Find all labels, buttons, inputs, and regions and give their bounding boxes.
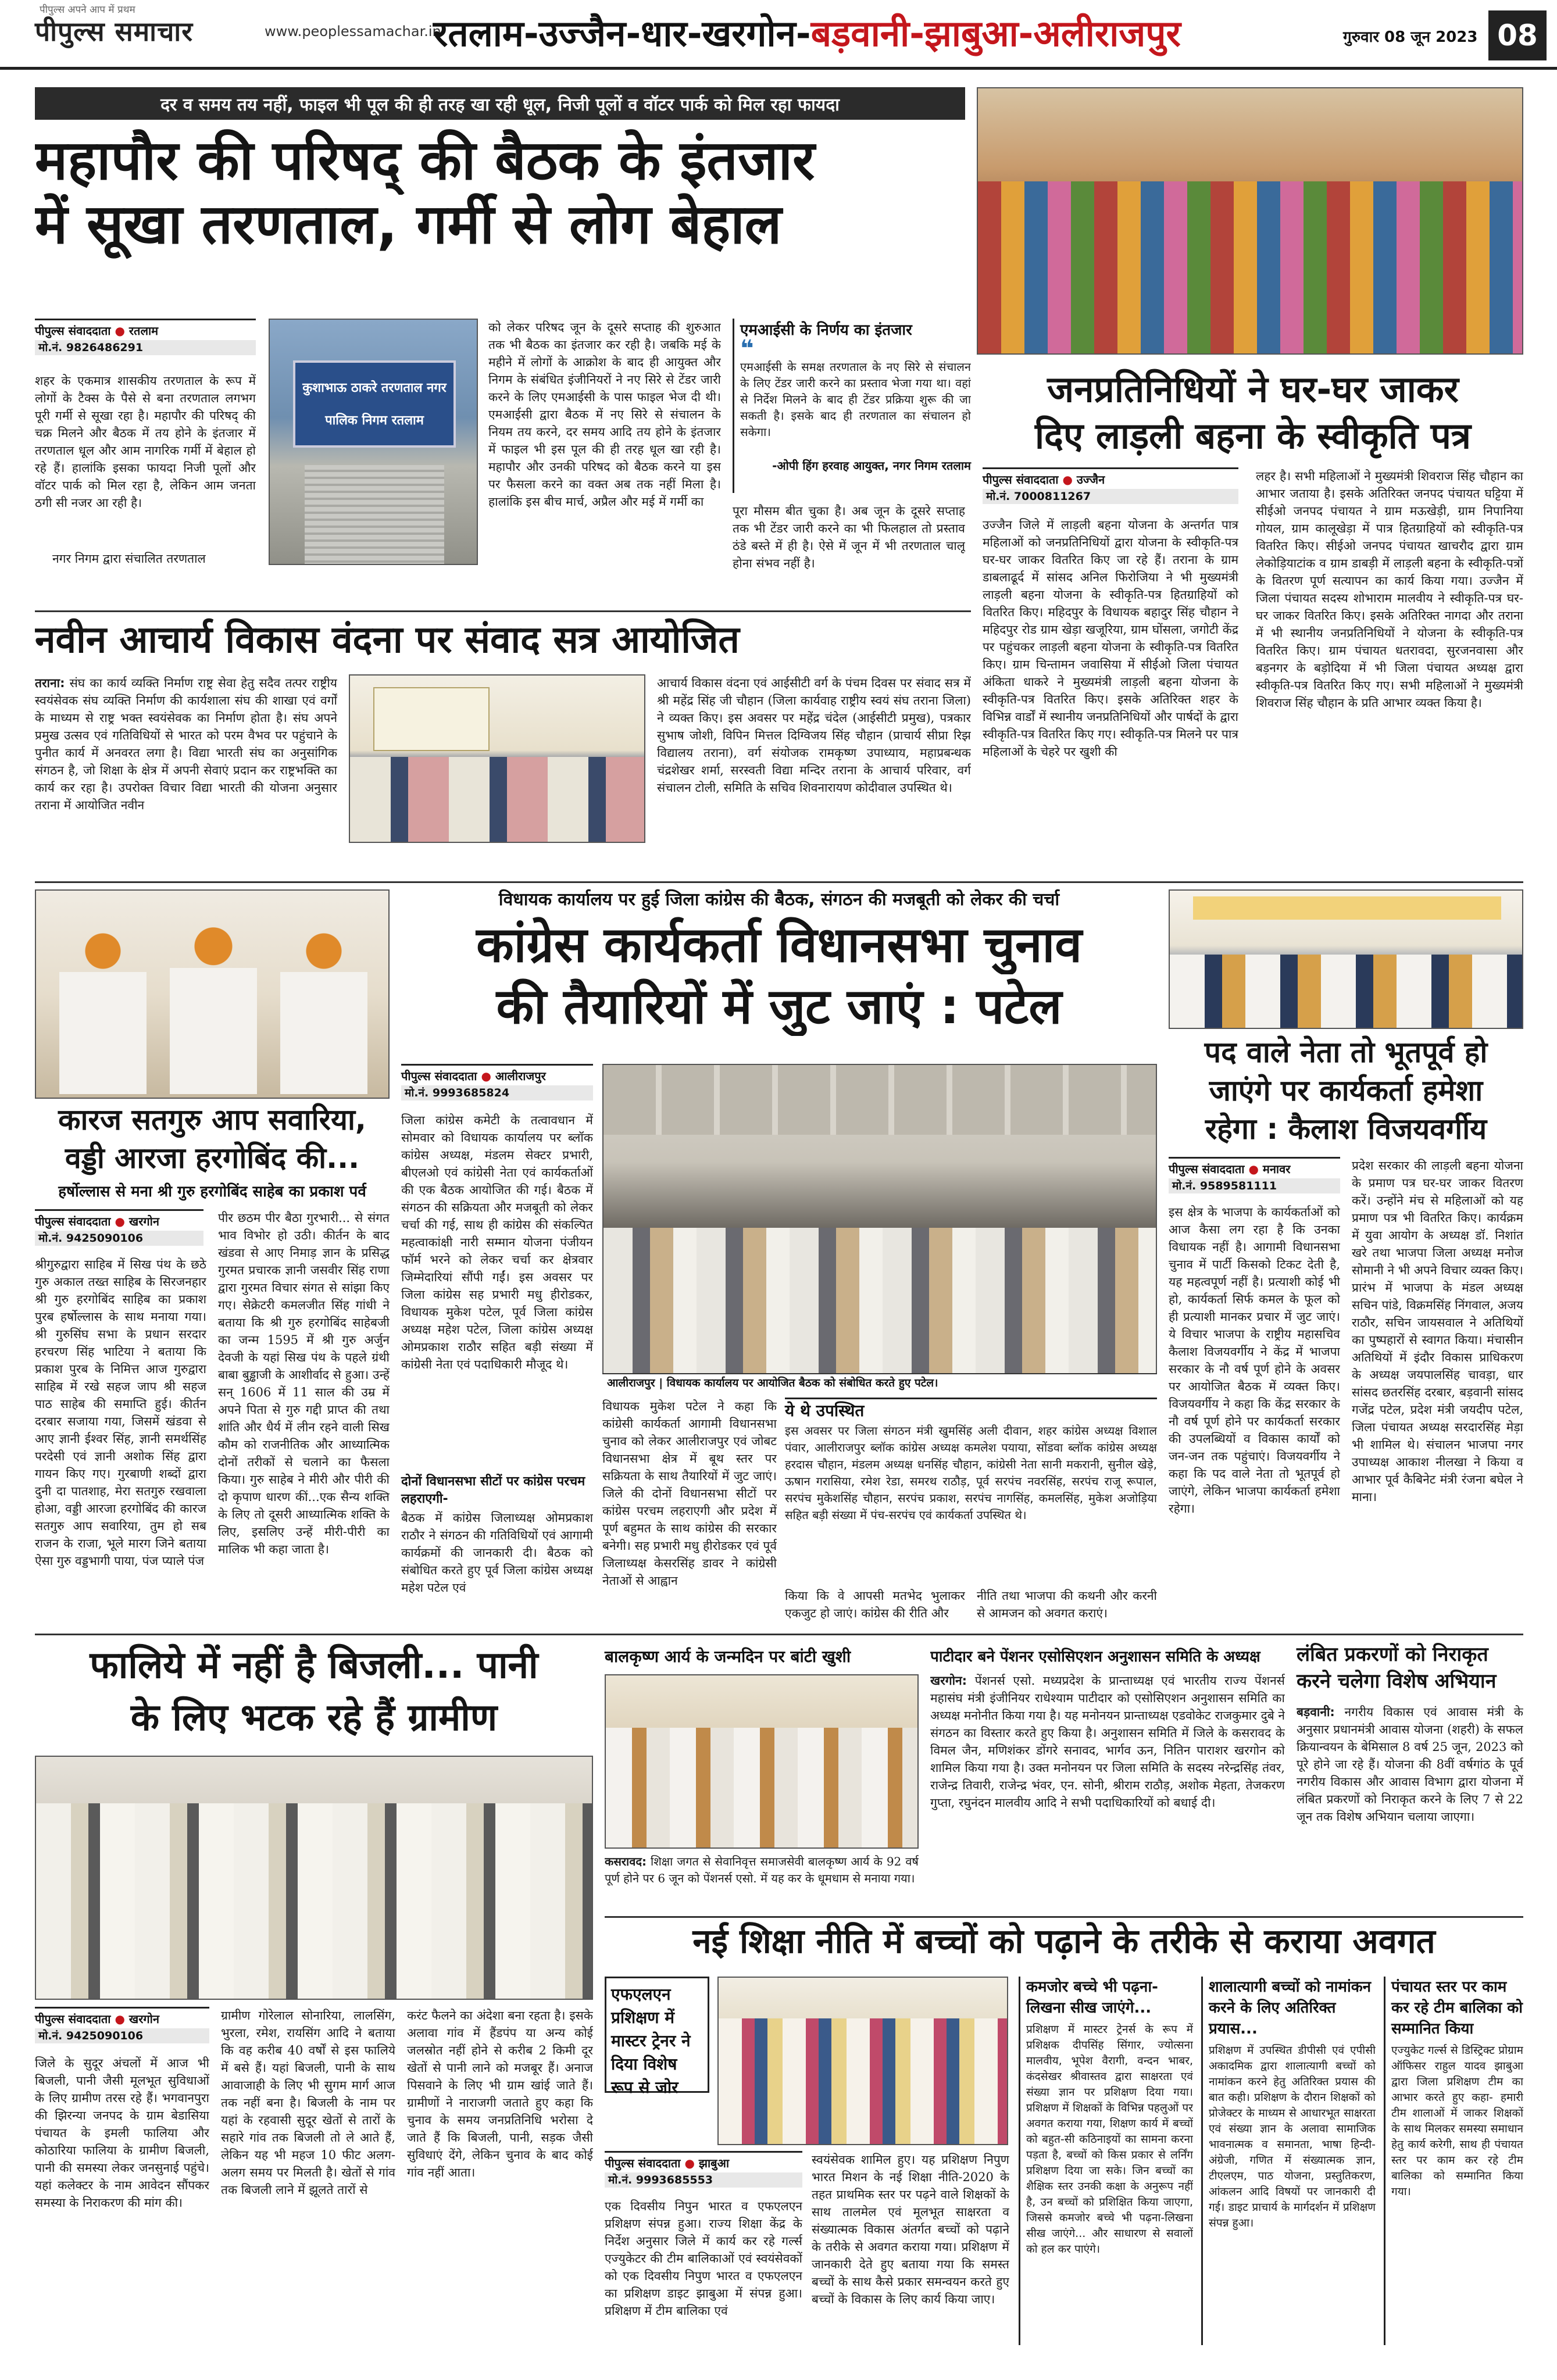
location-dot-icon: ● [1248, 1162, 1259, 1176]
photo-trainees [719, 2018, 1008, 2145]
lead-col3: पूरा मौसम बीत चुका है। अब जून के दूसरे सप्ताह तक भी टेंडर जारी करने का भी फिलहाल तो प्रस्ताव ठंडे बस्ते में ही है। ऐसे में जून में भी तरणताल चालू होना संभव नहीं है। [733, 504, 965, 570]
byline-city: झाबुआ [698, 2156, 730, 2170]
location-dot-icon: ● [115, 2012, 125, 2026]
patidar-body: पेंशनर्स एसो. मध्यप्रदेश के प्रान्ताध्यक्ष एवं भारतीय राज्य पेंशनर्स महासंघ मंत्री इंजीनियर राधेश्याम पाटीदार को एसोसिएशन अनुशासन समिति का अध्यक्ष मनोनीत किया गया है। यह मनोनयन प्रान्ताध्यक्ष एडवोकेट राजकुमार दुबे ने संगठन का विस्तार करते हुए किया है। अनुशासन समिति में जिले के कसरावद के विमल जैन, मणिशंकर डोंगरे सनावद, भार्गव ऊन, नितिन पाराशर खरगोन को शामिल किया गया है। उक्त मनोनयन पर जिला समिति के सदस्य नरेन्द्रसिंह तंवर, राजेन्द्र तिवारी, राजेन्द्र भंवर, एन. सोनी, श्रीराम राठौड़, अशोक मेहता, तेजकरण गुप्ता, रघुनंदन मालवीय आदि ने सभी पदाधिकारियों को बधाई दी। [930, 1674, 1285, 1810]
congress-mobile: मो.नं. 9993685824 [401, 1085, 593, 1100]
patidar-text [930, 1672, 1285, 1910]
photo-audience [603, 1228, 1157, 1389]
byline-city: मनावर [1262, 1162, 1291, 1176]
congress-col3: किया कि वे आपसी मतभेद भुलाकर एकजुट हो जाएं। कांग्रेस की रीति और [785, 1589, 965, 1620]
photo-villagers [36, 1803, 593, 2000]
faliya-col2: ग्रामीण गोरेलाल सोनारिया, लालसिंग, भुरला, रमेश, रायसिंग आदि ने बताया कि वह करीब 40 वर्षों से इस फालिये में बसे हैं। यहां बिजली, पानी के साथ आवाजाही के लिए भी सुगम मार्ग आज तक नहीं बना है। बिजली के नाम पर यहां के रहवासी सुदूर खेतों से तारों के सहारे गांव तक बिजली तो ले आते हैं, लेकिन यह भी महज 10 फीट अलग-अलग समय पर मिलती है। खेतों से गांव तक बिजली लाने में झूलते तारों से [221, 2009, 395, 2197]
karaj-col1: श्रीगुरुद्वारा साहिब में सिख पंथ के छठे गुरु अकाल तख्त साहिब के सिरजनहार श्री गुरु हरगोबिंद साहिब का प्रकाश पुरब हर्षोल्लास के साथ मनाया गया। श्री गुरुसिंघ सभा के प्रधान सरदार हरचरण सिंह भाटिया ने बताया कि प्रकाश पुरब के निमित्त आज गुरुद्वारा साहिब में रखे सहज जाप श्री सहज पाठ साहेब की समाप्ति हुई। कीर्तन दरबार सजाया गया, जिसमें खंडवा से आए ज्ञानी ईश्वर सिंह, ज्ञानी समर्थसिंह परदेसी एवं ज्ञानी अशोक सिंह द्वारा गायन किए गए। गुरबाणी शब्दों द्वारा दुनी दा पातशाह, मेरा सतगुरु रखवाला होआ, वड्डी आरजा हरगोबिंद की कारज सतगुरु आप सवारिया, तुम हो सब राजन के राजा, भूले मारग जिने बताया ऐसा गुरु वड्डभागी पाया, पंज प्याले पंज [35, 1257, 206, 1568]
karaj-photo [35, 889, 390, 1099]
ladli-headline-2: दिए लाड़ली बहना के स्वीकृति पत्र [1034, 414, 1472, 457]
mic-box-signature: -ओपी हिंग हरवाह आयुक्त, नगर निगम रतलाम [772, 459, 971, 473]
divider [35, 1634, 1523, 1635]
masthead-date: गुरुवार 08 जून 2023 [1343, 28, 1478, 46]
balkrishna-city: कसरावद: [605, 1854, 647, 1868]
ladli-col2: लहर है। सभी महिलाओं ने मुख्यमंत्री शिवराज सिंह चौहान का आभार जताया है। इसके अतिरिक्त जनपद पंचायत घट्टिया में सीईओ जनपद पंचायत ने ग्राम मऊखेड़ी, ग्राम निपानिया गोयल, ग्राम कालूखेड़ा में पात्र हितग्राहियों को स्वीकृति-पत्र वितरित किए। सीईओ जनपद पंचायत खाचरौद द्वारा ग्राम लेकोड़ियाटांक व ग्राम डाबड़ी में लाड़ली बहना के स्वीकृति-पत्रों के वितरण पूर्ण सत्यापन का कार्य किया गया। उज्जैन में जिला पंचायत सदस्य शोभाराम मालवीय ने स्वीकृति-पत्र घर-घर जाकर वितरित किए। इसके अतिरिक्त नागदा और तराना में भी स्थानीय जनप्रतिनिधियों ने योजना के स्वीकृति-पत्र वितरित किए। ग्राम पंचायत धतरावदा, सुरजनवासा और बड़नगर के बड़ोदिया में भी जिला पंचायत अध्यक्ष द्वारा स्वीकृति-पत्र वितरित किए गए। सभी महिलाओं ने मुख्यमंत्री शिवराज सिंह चौहान के प्रति आभार व्यक्त किया है। [1256, 469, 1523, 710]
photo-people [350, 757, 645, 843]
congress-headline-1: कांग्रेस कार्यकर्ता विधानसभा चुनाव [476, 916, 1082, 973]
shiksha-box-3 [1384, 1977, 1523, 2345]
vijay-byline [1169, 1157, 1340, 1177]
balkrishna-photo [605, 1674, 919, 1849]
box1-title: कमजोर बच्चे भी पढ़ना-लिखना सीख जाएंगे... [1026, 1978, 1158, 2017]
masthead-url: www.peoplessamachar.in [265, 23, 441, 40]
present-box-title: ये थे उपस्थित [785, 1401, 865, 1420]
vijay-mobile: मो.नं. 9589581111 [1169, 1178, 1340, 1193]
masthead-tagline: पीपुल्स अपने आप में प्रथम [40, 4, 135, 16]
congress-col2: विधायक मुकेश पटेल ने कहा कि कांग्रेसी कार्यकर्ता आगामी विधानसभा चुनाव को लेकर आलीराजपुर एवं जोबट विधानसभा क्षेत्र में बूथ स्तर पर सक्रियता के साथ तैयारियों में जुट जाएं। जिले की दोनों विधानसभा सीटों पर कांग्रेस परचम लहराएगी और प्रदेश में पूर्ण बहुमत के साथ कांग्रेस की सरकार बनेगी। सह प्रभारी मधु हीरोडकर एवं पूर्व जिलाध्यक्ष केसरसिंह डावर ने कांग्रेसी नेताओं से आह्वान [602, 1399, 777, 1588]
lambit-city: बड़वानी: [1297, 1705, 1335, 1719]
byline-name: पीपुल्स संवाददाता [35, 2012, 111, 2026]
shiksha-photo [717, 1977, 1008, 2145]
shiksha-mobile: मो.नं. 9993685553 [605, 2172, 802, 2188]
shiksha-headline: नई शिक्षा नीति में बच्चों को पढ़ाने के तरीके से कराया अवगत [692, 1921, 1435, 1961]
mic-box-text: एमआईसी के समक्ष तरणताल के नए सिरे से संचालन के लिए टेंडर जारी करने का प्रस्ताव भेजा गया था। वहां से निर्देश मिलने के बाद ही टेंडर प्रक्रिया शुरू की जा सकती है। इसके बाद ही तरणताल का संचालन हो सकेगा। [740, 360, 971, 439]
photo-shutter [305, 465, 444, 564]
byline-city: उज्जैन [1076, 473, 1105, 487]
ladli-byline [983, 467, 1238, 488]
lead-byline [35, 319, 256, 339]
byline-name: पीपुल्स संवाददाता [35, 324, 111, 338]
vijay-col2: प्रदेश सरकार की लाड़ली बहना योजना के प्रमाण पत्र घर-घर जाकर वितरण करें। उन्होंने मंच से महिलाओं को यह प्रमाण पत्र भी वितरित किए। कार्यक्रम में युवा आयोग के अध्यक्ष डॉ. निशांत खरे तथा भाजपा जिला अध्यक्ष मनोज सोमानी ने भी अपने विचार व्यक्त किए। प्रारंभ में भाजपा के मंडल अध्यक्ष सचिन पांडे, विक्रमसिंह निंगवाल, अजय राठौर, सचिन जायसवाल ने अतिथियों का पुष्पहारों से स्वागत किया। मंचासीन अतिथियों में इंदौर विकास प्राधिकरण के अध्यक्ष जयपालसिंह चावड़ा, धार सांसद छतरसिंह दरबार, बड़वानी सांसद गजेंद्र पटेल, प्रदेश मंत्री जयदीप पटेल, जिला पंचायत अध्यक्ष सरदारसिंह मेड़ा भी शामिल थे। संचालन भाजपा नगर उपाध्यक्ष आकाश नीलखा ने किया व आभार पूर्व कैबिनेट मंत्री रंजना बघेल ने माना। [1352, 1159, 1523, 1504]
faliya-col1: जिले के सुदूर अंचलों में आज भी बिजली, पानी जैसी मूलभूत सुविधाओं के लिए ग्रामीण तरस रहे हैं। भगवानपुरा की झिरन्या जनपद के ग्राम बेडासिया पंचायत के इमली फालिया और कोठारिया फालिया के ग्रामीण बिजली, पानी की समस्या लेकर जनसुनाई पहुंचे। यहां कलेक्टर के नाम आवेदन सौंपकर समस्या के निराकरण की मांग की। [35, 2056, 209, 2210]
congress-kicker: विधायक कार्यालय पर हुई जिला कांग्रेस की बैठक, संगठन की मजबूती को लेकर की चर्चा [498, 889, 1060, 910]
photo-crowd [978, 181, 1523, 355]
faliya-byline [35, 2007, 209, 2027]
lead-mobile: मो.नं. 9826486291 [35, 340, 256, 355]
location-dot-icon: ● [115, 1214, 125, 1228]
byline-name: पीपुल्स संवाददाता [401, 1069, 477, 1083]
photo-musician-2 [170, 914, 257, 1094]
vijay-headline-1: पद वाले नेता तो भूतपूर्व हो [1204, 1035, 1488, 1069]
balkrishna-body: शिक्षा जगत से सेवानिवृत्त समाजसेवी बालकृष्ण आर्य के 92 वर्ष पूर्ण होने पर 6 जून को पेंशनर्स एसो. में यह कर के धूमधाम से मनाया गया। [605, 1854, 919, 1885]
vandana-col2: आचार्य विकास वंदना एवं आईसीटी वर्ग के पंचम दिवस पर संवाद सत्र में श्री महेंद्र सिंह जी चौहान (जिला कार्यवाह राष्ट्रीय स्वयं संघ तराना जिला) ने व्यक्त किए। इस अवसर पर महेंद्र चंदेल (आईसीटी प्रमुख), पत्रकार सुभाष जोशी, विपिन मित्तल दिग्विजय सिंह चौहान (प्राचार्य सीप्रा रिझ विद्यालय तराना), वर्ग संयोजक रामकृष्ण उपाध्याय, महाप्रबन्धक चंद्रशेखर शर्मा, सरस्वती विद्या मन्दिर तराना के आचार्य परिवार, वर्ग संचालन टोली, समिति के सचिव शिवनारायण कोदीवाल उपस्थित थे। [657, 676, 971, 795]
byline-city: खरगोन [128, 2012, 159, 2026]
faliya-mobile: मो.नं. 9425090106 [35, 2028, 209, 2043]
congress-byline-box [401, 1064, 593, 1100]
vijay-headline-3: रहेगा : कैलाश विजयवर्गीय [1205, 1112, 1487, 1146]
vijay-col1: इस क्षेत्र के भाजपा के कार्यकर्ताओं को आज कैसा लग रहा है कि उनका विधायक नहीं है। आगामी विधानसभा चुनाव में पार्टी किसको टिकट देती है, यह महत्वपूर्ण नहीं है। प्रत्याशी कोई भी हो, कार्यकर्ता सिर्फ कमल के फूल को ही प्रत्याशी मानकर प्रचार में जुट जाएं। ये विचार भाजपा के राष्ट्रीय महासचिव कैलाश विजयवर्गीय ने केंद्र में भाजपा सरकार के नौ वर्ष पूर्ण होने के अवसर पर आयोजित बैठक में व्यक्त किए। विजयवर्गीय ने कहा कि केंद्र सरकार के नौ वर्ष पूर्ण होने पर कार्यकर्ता सरकार की उपलब्धियों व विकास कार्यों को जन-जन तक पहुंचाएं। विजयवर्गीय ने कहा कि पद वाले नेता तो भूतपूर्व हो जाएंगे, लेकिन भाजपा कार्यकर्ता हमेशा रहेगा। [1169, 1205, 1340, 1516]
location-dot-icon: ● [481, 1069, 491, 1083]
lead-col2: को लेकर परिषद जून के दूसरे सप्ताह की शुरुआत तक भी बैठक का इंतजार कर रही है। जबकि मई के महीने में लोगों के आक्रोश के बाद ही आयुक्त और निगम के संबंधित इंजीनियरों ने नए सिरे से टेंडर जारी करने के लिए एमआईसी के पास फाइल भेज दी थी। एमआईसी द्वारा बैठक में नए सिरे से संचालन के नियम तय करने, दर समय आदि तय होने के इंतजार में फाइल भी इस पूल की ही तरह धूल खा रही है। महापौर और उनकी परिषद को बैठक करने या इस पर फैसला करने का वक्त अब तक नहीं मिला है। हालांकि इस बीच मार्च, अप्रैल और मई में गर्मी का [488, 320, 721, 509]
mic-box-title: एमआईसी के निर्णय का इंतजार [740, 321, 912, 339]
location-dot-icon: ● [115, 324, 125, 338]
ladli-headline-1: जनप्रतिनिधियों ने घर-घर जाकर [1047, 368, 1459, 410]
shiksha-byline-box [605, 2151, 802, 2188]
lead-photo [269, 319, 478, 565]
balkrishna-text [605, 1853, 919, 1909]
vandana-headline: नवीन आचार्य विकास वंदना पर संवाद सत्र आयोजित [35, 619, 740, 662]
shiksha-side-box: एफएलएन प्रशिक्षण में मास्टर ट्रेनर ने दिया विशेष रूप से जोर [605, 1977, 709, 2093]
karaj-headline-1: कारज सतगुरु आप सवारिया, [58, 1103, 366, 1137]
masthead-cities-b: बड़वानी-झाबुआ-अलीराजपुर [810, 12, 1181, 55]
lead-byline-box [35, 319, 256, 355]
congress-col1: जिला कांग्रेस कमेटी के तत्वावधान में सोमवार को विधायक कार्यालय पर ब्लॉक कांग्रेस अध्यक्ष, मंडलम सेक्टर प्रभारी, बीएलओ एवं कांग्रेसी नेता एवं कार्यकर्ताओं की एक बैठक आयोजित की गई। बैठक में संगठन की सक्रियता और मजबूती को लेकर चर्चा की गई, साथ ही कांग्रेस की संकल्पित महत्वाकांक्षी नारी सम्मान योजना पंजीयन फॉर्म भरने को लेकर चर्चा कर क्षेत्रवार जिम्मेदारियां सौंपी गईं। इस अवसर पर जिला कांग्रेस सह प्रभारी मधु हीरोडकर, विधायक मुकेश पटेल, पूर्व जिला कांग्रेस अध्यक्ष महेश पटेल, जिला कांग्रेस अध्यक्ष ओमप्रकाश राठौर सहित बड़ी संख्या में कांग्रेसी नेता एवं पदाधिकारी मौजूद थे। [401, 1113, 593, 1371]
photo-banner [373, 687, 490, 751]
photo-stage-people [1170, 955, 1523, 1029]
vijay-photo [1169, 889, 1523, 1029]
congress-photo-caption: आलीराजपुर | विधायक कार्यालय पर आयोजित बैठक को संबोधित करते हुए पटेल। [602, 1373, 1157, 1392]
faliya-col3: करंट फैलने का अंदेशा बना रहता है। इसके अलावा गांव में हैंडपंप या अन्य कोई जलस्रोत नहीं होने से करीब 2 किमी दूर खेतों से पानी लाने को मजबूर हैं। अनाज पिसवाने के लिए भी ग्राम खांई जाते हैं। ग्रामीणों ने नाराजगी जताते हुए कहा कि चुनाव के समय जनप्रतिनिधि भरोसा दे जाते हैं कि बिजली, पानी, सड़क जैसी सुविधाएं देंगे, लेकिन चुनाव के बाद कोई गांव नहीं आता। [407, 2009, 593, 2179]
masthead-cities-a: रतलाम-उज्जैन-धार-खरगोन- [433, 12, 811, 55]
shiksha-box-2 [1201, 1977, 1376, 2345]
faliya-headline-1: फालिये में नहीं है बिजली... पानी [90, 1644, 538, 1687]
vijay-byline-box [1169, 1157, 1340, 1193]
patidar-city: खरगोन: [930, 1674, 967, 1688]
faliya-photo [35, 1756, 593, 2000]
ladli-col1: उज्जैन जिले में लाड़ली बहना योजना के अन्तर्गत पात्र महिलाओं को जनप्रतिनिधियों द्वारा योजना के स्वीकृति-पत्र घर-घर जाकर वितरित किए जा रहे हैं। तराना के ग्राम डाबलाढूर्द में सांसद अनिल फिरोजिया ने भी मुख्यमंत्री लाड़ली बहना योजना के स्वीकृति-पत्र हितग्राहियों को वितरित किए। महिदपुर के विधायक बहादुर सिंह चौहान ने महिदपुर रोड ग्राम खेड़ा खजूरिया, ग्राम घोंसला, जगोटी केंद्र पर पहुंचकर लाड़ली बहना योजना के स्वीकृति-पत्र वितरित किए। ग्राम चिन्तामन जवासिया में सीईओ जिला पंचायत अंकिता धाकरे ने मुख्यमंत्री लाड़ली बहना योजना के स्वीकृति-पत्र वितरित किए। इसके अतिरिक्त शहर के विभिन्न वार्डों में स्थानीय जनप्रतिनिधियों और पार्षदों के द्वारा स्वीकृति-पत्र वितरित किए गए। स्वीकृति-पत्र मिलने पर पात्र महिलाओं के चेहरे पर खुशी की [983, 518, 1238, 759]
photo-stage-banner [1193, 896, 1501, 920]
byline-city: खरगोन [128, 1214, 159, 1228]
karaj-headline-2: वड्डी आरजा हरगोबिंद की... [65, 1141, 360, 1175]
photo-group [606, 1728, 919, 1849]
lead-mic-box [733, 319, 971, 493]
congress-col1b: बैठक में कांग्रेस जिलाध्यक्ष ओमप्रकाश राठौर ने संगठन की गतिविधियों एवं आगामी कार्यक्रमों की जानकारी दी। बैठक को संबोधित करते हुए पूर्व जिला कांग्रेस अध्यक्ष महेश पटेल एवं [401, 1511, 593, 1595]
byline-name: पीपुल्स संवाददाता [983, 473, 1059, 487]
divider [35, 610, 971, 612]
masthead [0, 0, 1557, 70]
karaj-col2: पीर छठम पीर बैठा गुरभारी... से संगत भाव विभोर हो उठी। कीर्तन के बाद खंडवा से आए निमाड़ ज्ञान के प्रसिद्ध गुरमत प्रचारक ज्ञानी जसवीर सिंह राणा द्वारा गुरमत विचार संगत से सांझा किए गए। सेक्रेटरी कमलजीत सिंह गांधी ने बताया कि श्री गुरु हरगोबिंद साहेबजी का जन्म 1595 में श्री गुरु अर्जुन देवजी के यहां सिख पंथ के पहले ग्रंथी बाबा बुड्ढाजी के आशीर्वाद से हुआ। उन्हें सन् 1606 में 11 साल की उम्र में अपने पिता से गुरु गद्दी प्राप्त की तथा शांति और धैर्य में लीन रहने वाली सिख कौम को राजनीतिक और आध्यात्मिक दोनों तरीकों से चलाने का फैसला किया। गुरु साहेब ने मीरी और पीरी की दो कृपाण धारण कीं...एक सैन्य शक्ति के लिए तो दूसरी आध्यात्मिक शक्ति के लिए, इसलिए उन्हें मीरी-पीरी का मालिक भी कहा जाता है। [218, 1211, 390, 1556]
patidar-headline: पाटीदार बने पेंशनर एसोसिएशन अनुशासन समिति के अध्यक्ष [930, 1648, 1260, 1666]
photo-musician-1 [59, 920, 147, 1094]
karaj-mobile: मो.नं. 9425090106 [35, 1231, 203, 1246]
faliya-headline-2: के लिए भटक रहे हैं ग्रामीण [130, 1696, 498, 1739]
byline-city: आलीराजपुर [495, 1069, 546, 1083]
lead-col1: शहर के एकमात्र शासकीय तरणताल के रूप में लोगों के टैक्स के पैसे से बना तरणताल लगभग पूरी गर्मी से सूखा रहा है। महापौर की परिषद् की चक्र मिलने और बैठक में तय होने के इंतजार में तरणताल धूल और आम नागरिक गर्मी में बेहाल हो रहे हैं। हालांकि इसका फायदा निजी पूलों और वॉटर पार्क को मिल रहा है, लेकिन आम जनता ठगी सी नजर आ रही है। [35, 374, 256, 510]
lambit-headline-1: लंबित प्रकरणों को निराकृत [1297, 1643, 1488, 1666]
photo-ceiling [603, 1065, 1157, 1135]
photo-musician-3 [280, 920, 367, 1094]
ladli-byline-box [983, 467, 1238, 504]
shiksha-col1: एक दिवसीय निपुन भारत व एफएलएन प्रशिक्षण संपन्न हुआ। राज्य शिक्षा केंद्र के निर्देश अनुसार जिले में कार्य कर रहे गर्ल्स एज्युकेटर की टीम बालिकाओं एवं स्वयंसेवकों को एक दिवसीय निपुण भारत व एफएलएन का प्रशिक्षण डाइट झाबुआ में संपन्न हुआ। प्रशिक्षण में टीम बालिका एवं [605, 2199, 802, 2318]
page-number: 08 [1488, 10, 1547, 60]
quote-mark-icon: ❝ [740, 335, 754, 362]
balkrishna-headline: बालकृष्ण आर्य के जन्मदिन पर बांटी खुशी [605, 1647, 851, 1666]
photo-sign-text: कुशाभाऊ ठाकरे तरणताल नगर पालिक निगम रतलाम [302, 381, 447, 428]
vandana-col1 [35, 674, 337, 878]
lead-headline-2: में सूखा तरणताल, गर्मी से लोग बेहाल [35, 193, 782, 256]
congress-col4: नीति तथा भाजपा की कथनी और करनी से आमजन को अवगत कराएं। [977, 1589, 1157, 1620]
congress-present-box [785, 1398, 1157, 1584]
karaj-sub: हर्षोल्लास से मना श्री गुरु हरगोबिंद साहेब का प्रकाश पर्व [58, 1183, 366, 1200]
lambit-text [1297, 1703, 1523, 1910]
masthead-logo: पीपुल्स समाचार [35, 16, 194, 47]
box3-title: पंचायत स्तर पर काम कर रहे टीम बालिका को सम्मानित किया [1391, 1978, 1523, 2038]
lead-headline-1: महापौर की परिषद् की बैठक के इंतजार [35, 129, 815, 192]
byline-city: रतलाम [128, 324, 159, 338]
location-dot-icon: ● [1062, 473, 1073, 487]
location-dot-icon: ● [684, 2156, 695, 2170]
vandana-city: तराना: [35, 676, 65, 690]
divider [605, 1916, 1523, 1918]
congress-col1-sub: दोनों विधानसभा सीटों पर कांग्रेस परचम लहराएगी- [401, 1474, 585, 1506]
karaj-byline [35, 1209, 203, 1230]
congress-headline-2: की तैयारियों में जुट जाएं : पटेल [496, 978, 1062, 1035]
lambit-headline-2: करने चलेगा विशेष अभियान [1297, 1670, 1497, 1693]
lead-kicker-text: दर व समय तय नहीं, फाइल भी पूल की ही तरह खा रही धूल, निजी पूलों व वॉटर पार्क को मिल रहा फायदा [160, 95, 840, 115]
byline-name: पीपुल्स संवाददाता [605, 2156, 681, 2170]
congress-photo [602, 1064, 1157, 1389]
divider [35, 881, 1523, 883]
shiksha-col2: स्वयंसेवक शामिल हुए। यह प्रशिक्षण निपुण भारत मिशन के नई शिक्षा नीति-2020 के तहत प्राथमिक स्तर पर पढ़ने वाले शिक्षकों के साथ तालमेल एवं मूलभूत साक्षरता व संख्यात्मक विकास अंतर्गत बच्चों को पढ़ाने के तरीके से अवगत कराया गया। प्रशिक्षण में जानकारी देते हुए बताया गया कि समस्त बच्चों के साथ कैसे प्रकार समन्वयन करते हुए बच्चों के विकास के लिए कार्य किया जाए। [812, 2153, 1009, 2306]
shiksha-box-1 [1019, 1977, 1193, 2345]
box2-text: प्रशिक्षण में उपस्थित डीपीसी एवं एपीसी अकादमिक द्वारा शालात्यागी बच्चों को नामांकन करने हेतु अतिरिक्त प्रयास की बात कही। प्रशिक्षण के दौरान शिक्षकों को प्रोजेक्टर के माध्यम से आधारभूत साक्षरता एवं संख्या ज्ञान के अलावा सामाजिक भावनात्मक व समानता, भाषा हिन्दी-अंग्रेजी, गणित में संख्यात्मक ज्ञान, टीएलएम, पाठ योजना, प्रस्तुतिकरण, आंकलन आदि विषयों पर जानकारी दी गई। डाइट प्राचार्य के मार्गदर्शन में प्रशिक्षण संपन्न हुआ। [1209, 2044, 1376, 2229]
box3-text: एज्युकेट गर्ल्स से डिस्ट्रिक्ट प्रोग्राम ऑफिसर राहुल यादव झाबुआ द्वारा जिला प्रशिक्षण टीम का आभार करते हुए कहा- हमारी टीम शालाओं में जाकर शिक्षकों के साथ मिलकर समस्या समाधान हेतु कार्य करेगी, साथ ही पंचायत स्तर पर काम कर रहे टीम बालिका को सम्मानित किया गया। [1391, 2044, 1523, 2198]
karaj-byline-box [35, 1209, 203, 1246]
vandana-col1-text: संघ का कार्य व्यक्ति निर्माण राष्ट्र सेवा हेतु सदैव तत्पर राष्ट्रीय स्वयंसेवक संघ व्यक्ति निर्माण की कार्यशाला संघ की शाखा एवं वर्गों के माध्यम से राष्ट्र भक्त स्वयंसेवक का निर्माण होता है। संघ अपने प्रमुख उत्सव एवं गतिविधियों से भारत को परम वैभव पर पहुंचाने के पुनीत कार्य में अनवरत लगा है। विद्या भारती संघ का अनुसांगिक संगठन है, जो शिक्षा के क्षेत्र में अपनी सेवाएं प्रदान कर राष्ट्रभक्ति का कार्य कर रहा है। उपरोक्त विचार विद्या भारती की योजना अनुसार तराना में आयोजित नवीन [35, 676, 337, 812]
byline-name: पीपुल्स संवाददाता [1169, 1162, 1245, 1176]
byline-name: पीपुल्स संवाददाता [35, 1214, 111, 1228]
lambit-body: नगरीय विकास एवं आवास मंत्री के अनुसार प्रधानमंत्री आवास योजना (शहरी) के सफल क्रियान्वयन के बेमिसाल 8 वर्ष 25 जून, 2023 को पूरे होने जा रहे हैं। योजना की 8वीं वर्षगांठ के पूर्व नगरीय विकास और आवास विभाग द्वारा योजना में लंबित प्रकरणों को निराकृत करने के लिए 7 से 22 जून तक विशेष अभियान चलाया जाएगा। [1297, 1705, 1523, 1824]
congress-byline [401, 1064, 593, 1084]
ladli-mobile: मो.नं. 7000811267 [983, 489, 1238, 504]
faliya-byline-box [35, 2007, 209, 2043]
masthead-cities [433, 8, 1181, 57]
vandana-photo [349, 674, 645, 843]
shiksha-byline [605, 2151, 802, 2171]
box2-title: शालात्यागी बच्चों को नामांकन करने के लिए अतिरिक्त प्रयास... [1209, 1978, 1372, 2038]
lead-col1b: नगर निगम द्वारा संचालित तरणताल [52, 552, 206, 566]
ladli-photo [977, 87, 1523, 355]
box1-text: प्रशिक्षण में मास्टर ट्रेनर्स के रूप में प्रशिक्षक दीपसिंह सिंगार, ज्योत्सना मालवीय, भूपेश वैरागी, वन्दन भाबर, कंदसेखर श्रीवास्तव द्वारा साक्षरता एवं संख्या ज्ञान पर प्रशिक्षण दिया गया। प्रशिक्षण में शिक्षकों के विभिन्न पहलुओं पर अवगत कराया गया, शिक्षण कार्य में बच्चों को बहुत-सी कठिनाइयों का सामना करना पड़ता है, बच्चों को किस प्रकार से लर्निंग प्रशिक्षण दिया जा सके। जिन बच्चों का शैक्षिक स्तर उनकी कक्षा के अनुरूप नहीं है, उन बच्चों को प्रशिक्षित किया जाएगा, जिससे कमजोर बच्चे भी पढ़ना-लिखना सीख जाएंगे... और साधारण से सवालों को हल कर पाएंगे। [1026, 2023, 1193, 2256]
vijay-headline-2: जाएंगे पर कार्यकर्ता हमेशा [1209, 1074, 1483, 1107]
present-box-text: इस अवसर पर जिला संगठन मंत्री खुमसिंह अली दीवान, शहर कांग्रेस अध्यक्ष विशाल पंवार, आलीराजपुर ब्लॉक कांग्रेस अध्यक्ष कमलेश पयाया, सोंडवा ब्लॉक कांग्रेस अध्यक्ष हरदास चौहान, मंडलम अध्यक्ष धनसिंह चौहान, कांग्रेसी नेता सानी मकरानी, सुनील खेड़े, ऊषान गरासिया, रमेश रेडा, समरथ राठौड़, पूर्व सरपंच नवरसिंह, सरपंच राजू रूपाल, सरपंच मुकेशसिंह चौहान, सरपंच प्रकाश, सरपंच नागसिंह, कमलसिंह, मुकेश अजोड़िया सहित बड़ी संख्या में पंच-सरपंच एवं कार्यकर्ता उपस्थित थे। [785, 1424, 1157, 1522]
